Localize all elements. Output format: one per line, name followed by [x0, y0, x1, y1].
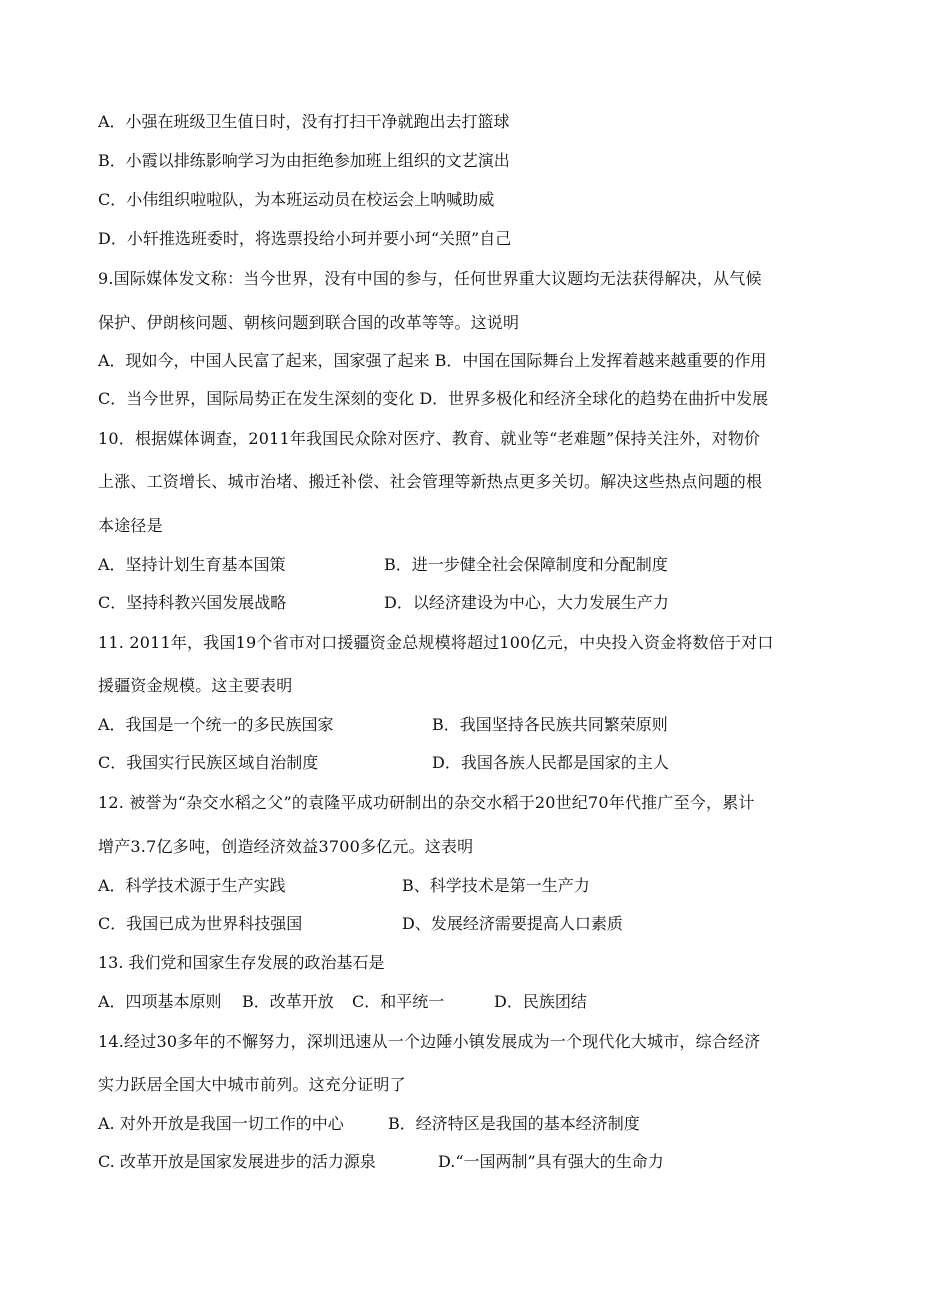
q12-option-c: C．我国已成为世界科技强国: [98, 914, 303, 933]
q14-option-c: C. 改革开放是国家发展进步的活力源泉: [98, 1152, 376, 1171]
q14-option-b: B．经济特区是我国的基本经济制度: [388, 1114, 640, 1133]
q12-stem-line-2: 增产3.7亿多吨，创造经济效益3700多亿元。这表明: [98, 837, 474, 856]
q12-option-d: D、发展经济需要提高人口素质: [402, 914, 623, 933]
q10-option-c: C．坚持科教兴国发展战略: [98, 593, 287, 612]
q12-option-b: B、科学技术是第一生产力: [402, 876, 590, 895]
q9-stem-line-2: 保护、伊朗核问题、朝核问题到联合国的改革等等。这说明: [98, 313, 520, 332]
q13-option-d: D．民族团结: [494, 992, 587, 1011]
q13-option-b: B．改革开放: [242, 992, 334, 1011]
q8-option-d: D．小轩推选班委时，将选票投给小珂并要小珂“关照”自己: [98, 229, 512, 248]
q11-option-c: C．我国实行民族区域自治制度: [98, 753, 319, 772]
q12-option-a: A．科学技术源于生产实践: [98, 876, 286, 895]
q14-stem-line-2: 实力跃居全国大中城市前列。这充分证明了: [98, 1075, 406, 1094]
q11-option-d: D．我国各族人民都是国家的主人: [432, 753, 669, 772]
q8-option-a: A．小强在班级卫生值日时，没有打扫干净就跑出去打篮球: [98, 112, 510, 131]
q13-stem: 13. 我们党和国家生存发展的政治基石是: [98, 953, 385, 972]
q11-stem-line-2: 援疆资金规模。这主要表明: [98, 676, 293, 695]
q11-stem-line-1: 11. 2011年，我国19个省市对口援疆资金总规模将超过100亿元，中央投入资金将数倍于对口: [98, 633, 774, 652]
q10-stem-line-2: 上涨、工资增长、城市治堵、搬迁补偿、社会管理等新热点更多关切。解决这些热点问题的根: [98, 472, 763, 491]
q9-options-ab: A．现如今，中国人民富了起来，国家强了起来 B．中国在国际舞台上发挥着越来越重要的作用: [98, 351, 767, 370]
q13-option-c: C．和平统一: [352, 992, 445, 1011]
q9-stem-line-1: 9.国际媒体发文称：当今世界，没有中国的参与，任何世界重大议题均无法获得解决，从气候: [98, 269, 762, 288]
q10-option-b: B．进一步健全社会保障制度和分配制度: [384, 555, 668, 574]
q10-option-a: A．坚持计划生育基本国策: [98, 555, 286, 574]
q14-stem-line-1: 14.经过30多年的不懈努力，深圳迅速从一个边陲小镇发展成为一个现代化大城市，综合经济: [98, 1032, 761, 1051]
q13-option-a: A．四项基本原则: [98, 992, 222, 1011]
q14-option-a: A. 对外开放是我国一切工作的中心: [98, 1114, 344, 1133]
q14-option-d: D.“一国两制”具有强大的生命力: [438, 1152, 664, 1171]
q12-stem-line-1: 12. 被誉为“杂交水稻之父”的袁隆平成功研制出的杂交水稻于20世纪70年代推广至今，累计: [98, 793, 755, 812]
q11-option-b: B．我国坚持各民族共同繁荣原则: [432, 715, 668, 734]
q8-option-b: B．小霞以排练影响学习为由拒绝参加班上组织的文艺演出: [98, 151, 510, 170]
q10-option-d: D．以经济建设为中心，大力发展生产力: [384, 593, 669, 612]
q10-stem-line-1: 10．根据媒体调查，2011年我国民众除对医疗、教育、就业等“老难题”保持关注外，对物价: [98, 429, 761, 448]
q10-stem-line-3: 本途径是: [98, 516, 163, 535]
q9-options-cd: C．当今世界，国际局势正在发生深刻的变化 D．世界多极化和经济全球化的趋势在曲折中发展: [98, 389, 769, 408]
q8-option-c: C．小伟组织啦啦队，为本班运动员在校运会上呐喊助威: [98, 190, 495, 209]
q11-option-a: A．我国是一个统一的多民族国家: [98, 715, 334, 734]
